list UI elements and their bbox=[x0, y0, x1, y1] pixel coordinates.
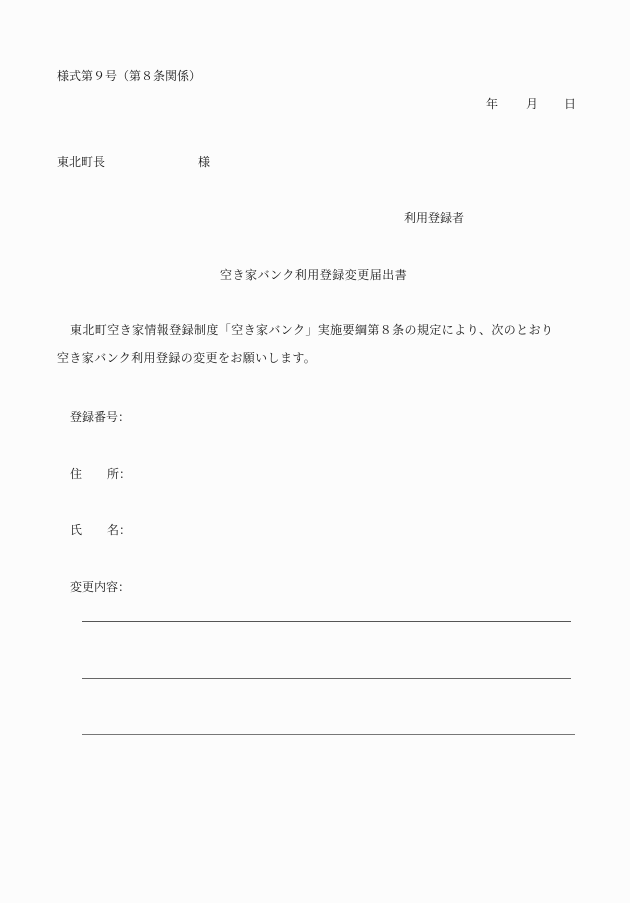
change-details-line-2 bbox=[82, 678, 571, 679]
address-label-part2: 所： bbox=[107, 467, 132, 481]
address-label-part1: 住 bbox=[70, 467, 83, 481]
date-day-label: 日 bbox=[564, 97, 577, 111]
body-text-line-2: 空き家バンク利用登録の変更をお願いします。 bbox=[57, 351, 317, 365]
applicant-label: 利用登録者 bbox=[404, 211, 465, 225]
document-title: 空き家バンク利用登録変更届出書 bbox=[220, 268, 408, 282]
change-details-label: 変更内容： bbox=[70, 580, 131, 594]
change-details-field bbox=[70, 581, 130, 593]
address-field bbox=[70, 468, 140, 482]
date-year-label: 年 bbox=[486, 97, 499, 111]
form-number: 様式第９号（第８条関係） bbox=[57, 69, 202, 83]
change-details-line-1 bbox=[82, 621, 571, 622]
registration-number-field bbox=[70, 411, 130, 423]
name-field bbox=[70, 524, 140, 538]
change-details-line-3 bbox=[82, 734, 575, 735]
name-label-part2: 名： bbox=[107, 523, 132, 537]
registration-number-label: 登録番号： bbox=[70, 410, 131, 424]
name-label-part1: 氏 bbox=[70, 523, 83, 537]
addressee-name: 東北町長 bbox=[57, 155, 106, 169]
addressee-honorific: 様 bbox=[198, 155, 211, 169]
date-month-label: 月 bbox=[526, 97, 539, 111]
body-text-line-1: 東北町空き家情報登録制度「空き家バンク」実施要綱第８条の規定により、次のとおり bbox=[70, 323, 554, 337]
